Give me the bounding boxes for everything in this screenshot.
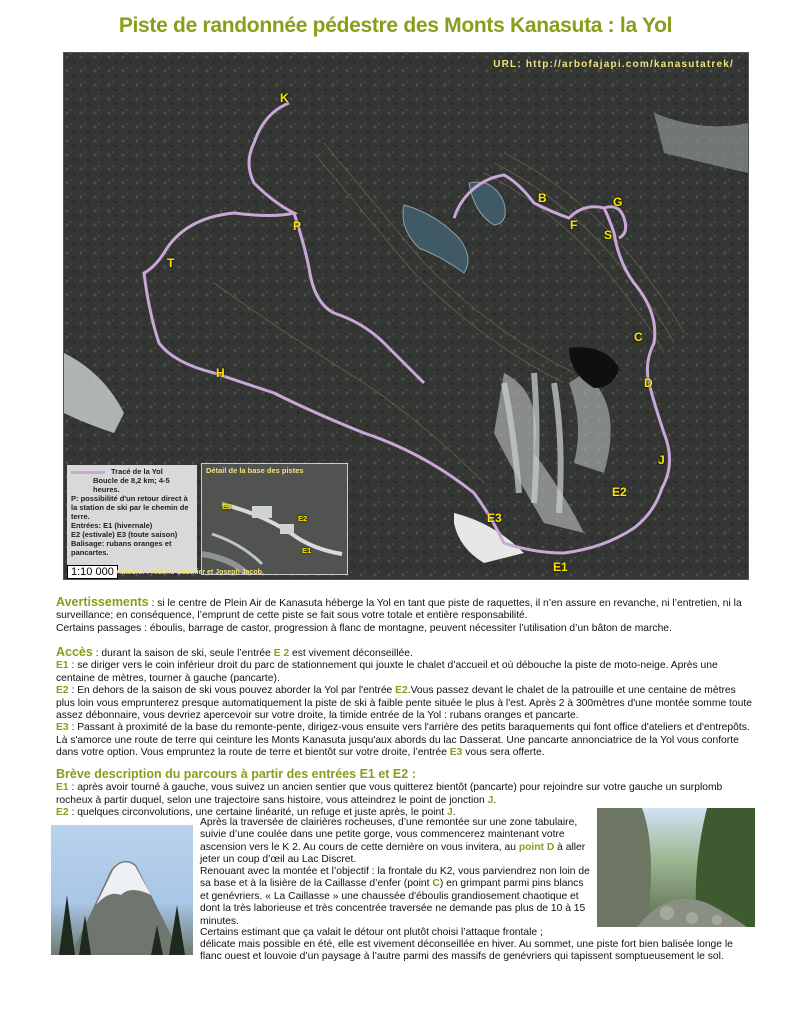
route-paragraph-1 <box>200 817 593 867</box>
point-e3-label: E3 <box>487 511 502 525</box>
access-e1-label: E1 <box>56 660 69 672</box>
access-e3-text: : Passant à proximité de la base du remonte-pente, dirigez-vous ensuite vers l'arrière des petits baraquements qui font office d'ateliers et d'entrepôts. Là s'amorce une route de terre qui ceinture les Monts Kanasuta jusqu'aux abords du lac Dasserat. Une pancarte annonciatrice de la Yol vous conforte dans votre option. Vous empruntez la route de terre et bientôt sur votre droite, l’entrée <box>56 722 750 759</box>
point-b-label: B <box>538 191 547 205</box>
legend-line1: Boucle de 8,2 km; 4-5 heures. <box>93 476 170 494</box>
legend-line4: E2 (estivale) E3 (toute saison) <box>71 530 178 539</box>
legend-line3: Entrées: E1 (hivernale) <box>71 521 153 530</box>
point-p-label: P <box>293 219 302 233</box>
point-k-label: K <box>280 91 289 105</box>
detail-e2-label: E2 <box>298 514 308 523</box>
detail-e1-label: E1 <box>302 546 312 555</box>
desc-e1-end: . <box>493 794 497 806</box>
detail-inset <box>201 463 348 575</box>
detail-e3-label: E3 <box>222 502 232 511</box>
access-e3-text-end: vous sera offerte. <box>462 747 545 759</box>
warnings-text: : si le centre de Plein Air de Kanasuta héberge la Yol en tant que piste de raquettes, il n’en assure en revanche, ni l’entretien, ni la surveillance; en conséquence, l’emprunt de cette piste se fait sous votre totale et entière responsabilité. <box>56 598 742 622</box>
route-p2-text: Renouant avec la montée et l’objectif : la frontale du K2, vous parviendrez non loin de sa base et à la lisière de la Caillasse d’enfer (point <box>200 866 590 890</box>
point-t-label: T <box>167 256 175 270</box>
access-intro: : durant la saison de ski, seule l’entrée <box>92 648 274 659</box>
point-c-label: C <box>634 330 643 344</box>
access-heading: Accès <box>56 645 93 659</box>
access-e3-inline: E3 <box>449 747 463 759</box>
legend-line2: P: possibilité d'un retour direct à la station de ski par le chemin de terre. <box>71 494 189 521</box>
legend-line5: Balisage: rubans oranges et pancartes. <box>71 539 172 557</box>
map-credit: Auteurs: Frédéric Gauthier et Joseph Jacob. <box>116 569 264 576</box>
access-intro-end: est vivement déconseillée. <box>289 648 413 659</box>
page-title: Piste de randonnée pédestre des Monts Kanasuta : la Yol <box>118 14 673 37</box>
point-d-label: D <box>644 376 653 390</box>
route-p2-end: ) en grimpant parmi pins blancs et genévriers. « La Caillasse » une chaussée d'éboulis grandiosement chaotique et dont la très laborieuse et très concentrée traversée ne demande pas plus de 10 à 15 minutes. <box>200 878 586 927</box>
access-e3-label: E3 <box>56 722 69 734</box>
point-g-label: G <box>613 195 623 209</box>
trail-map <box>63 52 749 580</box>
route-p4-text: délicate mais possible en été, elle est vivement déconseillée en hiver. Au sommet, une piste fort bien balisée longe le flanc ouest et louvoie d’un paysage à l’autre parmi des massifs de genévriers qui tapissent somptueusement le sol. <box>200 939 733 963</box>
access-e2-label: E2 <box>56 685 69 697</box>
warnings-heading: Avertissements <box>56 595 149 609</box>
desc-e1-label: E1 <box>56 782 69 794</box>
desc-e1-text: : après avoir tourné à gauche, vous suivez un ancien sentier que vous quitterez bientôt (pancarte) pour rejoindre sur votre gauche un surplomb rocheux à partir duquel, selon une trajectoire sans histoire, vous atteindrez le point de jonction <box>56 782 723 806</box>
point-j-label: J <box>658 453 665 467</box>
detail-terrain <box>202 464 347 574</box>
point-f-label: F <box>570 218 578 232</box>
peak-photo <box>51 825 193 955</box>
route-paragraph-3 <box>200 927 595 939</box>
route-p3-text: Certains estimant que ça valait le détour ont plutôt choisi l’attaque frontale ; <box>200 927 543 938</box>
desc-e1-j: J <box>487 794 494 806</box>
map-legend <box>67 465 197 573</box>
point-e2-label: E2 <box>612 485 627 499</box>
map-scale: 1:10 000 <box>67 565 118 579</box>
warnings-passages: Certains passages : éboulis, barrage de castor, progression à flanc de montagne, peuvent nécessiter l’utilisation d’un bâton de marche. <box>56 622 672 634</box>
route-p1-text: Après la traversée de clairières rocheuses, d’une remontée sur une zone tabulaire, suivie d’une coulée dans une petite gorge, vous commencerez maintenant votre ascension vers le K 2. Au cours de cette dernière on vous invitera, au <box>200 817 578 853</box>
point-h-label: H <box>216 366 225 380</box>
route-point-c: C <box>432 878 440 890</box>
route-paragraph-4 <box>200 939 756 964</box>
map-url: URL: http://arbofajapi.com/kanasutatrek/ <box>493 59 734 70</box>
point-e1-label: E1 <box>553 560 568 574</box>
desc-e2-end: . <box>452 807 456 819</box>
legend-line-label: Tracé de la Yol <box>111 467 163 476</box>
access-e2-text-end: .Vous passez devant le chalet de la patrouille et une centaine de mètres plus loin vous emprunterez presque automatiquement la piste de ski à faible pente située le plus à l'est. Après 2 à 300mètres d'une montée somme toute assez débonnaire, vous devriez apercevoir sur votre droite, la timide entrée de la Yol : rubans oranges et pancarte. <box>56 685 752 722</box>
desc-e2-text: : quelques circonvolutions, une certaine linéarité, un refuge et juste après, le point <box>68 807 447 819</box>
access-section <box>56 646 756 760</box>
route-paragraph-2 <box>200 866 593 928</box>
caillasse-photo-art <box>597 808 755 927</box>
caillasse-photo <box>597 808 755 927</box>
detail-title: Détail de la base des pistes <box>206 466 304 475</box>
route-p1-end: à aller jeter un coup d’œil au Lac Discret. <box>200 841 586 866</box>
access-intro-entry: E 2 <box>273 648 290 659</box>
desc-e2-label: E2 <box>56 807 69 819</box>
point-s-label: S <box>604 228 613 242</box>
peak-photo-art <box>51 825 193 955</box>
desc-e2-j: J <box>446 807 453 819</box>
access-e2-text: : En dehors de la saison de ski vous pouvez aborder la Yol par l'entrée <box>68 685 396 697</box>
warnings-section <box>56 596 756 635</box>
access-e2-inline: E2 <box>395 685 408 697</box>
description-heading: Brève description du parcours à partir des entrées E1 et E2 : <box>56 767 416 781</box>
trail-line-swatch <box>71 471 105 474</box>
route-point-d: point D <box>518 841 555 853</box>
access-e1-text: : se diriger vers le coin inférieur droit du parc de stationnement qui jouxte le chalet d’accueil et où débouche la piste de moto-neige. Après une centaine de mètres, tourner à gauche (pancarte). <box>56 660 718 684</box>
